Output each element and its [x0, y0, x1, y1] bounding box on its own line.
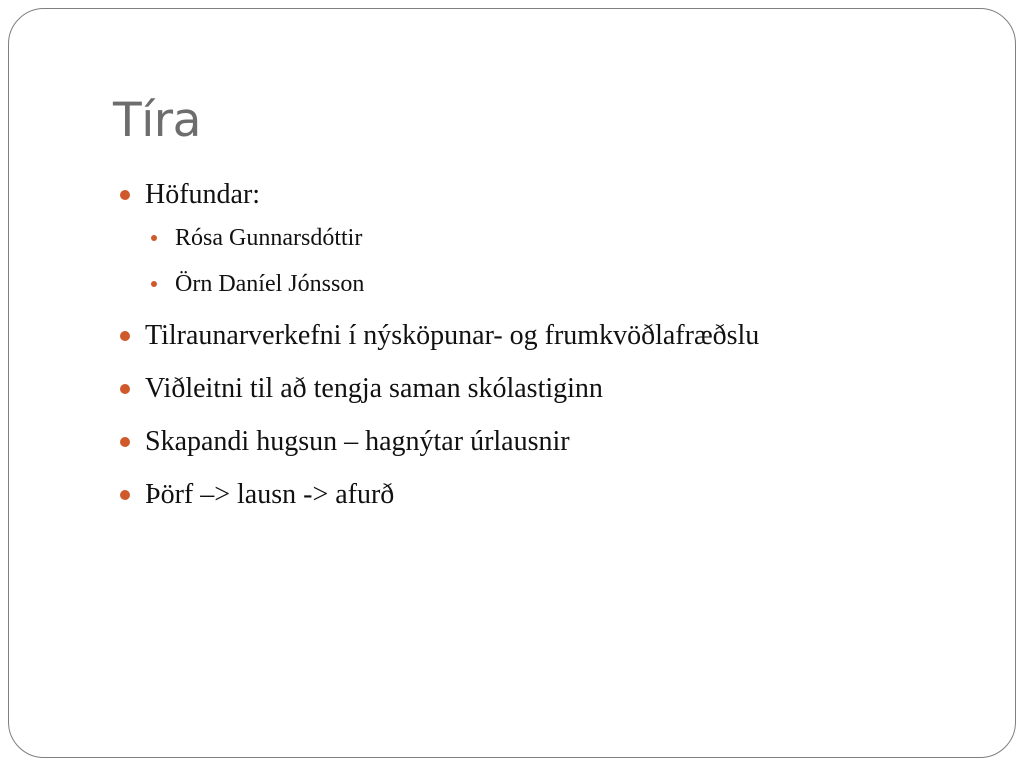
- bullet-item: [113, 369, 993, 409]
- bullet-text: Viðleitni til að tengja saman skólastiginn: [145, 373, 603, 404]
- bullet-dot-icon: [120, 490, 130, 500]
- sub-bullet-item: [145, 265, 993, 303]
- bullet-text: Skapandi hugsun – hagnýtar úrlausnir: [145, 426, 570, 457]
- slide-title: Tíra: [113, 93, 201, 148]
- sub-bullet-dot-icon: [151, 281, 157, 287]
- bullet-dot-icon: [120, 384, 130, 394]
- bullet-dot-icon: [120, 190, 130, 200]
- bullet-item: [113, 175, 993, 303]
- bullet-item: [113, 475, 993, 515]
- sub-bullet-dot-icon: [151, 235, 157, 241]
- bullet-dot-icon: [120, 437, 130, 447]
- bullet-item: [113, 422, 993, 462]
- sub-bullet-list: [145, 219, 993, 303]
- slide: [8, 8, 1016, 758]
- bullet-dot-icon: [120, 331, 130, 341]
- bullet-text: Tilraunarverkefni í nýsköpunar- og frumkvöðlafræðslu: [145, 320, 760, 351]
- sub-bullet-text: Rósa Gunnarsdóttir: [175, 225, 363, 251]
- bullet-text: Höfundar:: [145, 179, 261, 210]
- bullet-text: Þörf –> lausn -> afurð: [145, 479, 395, 510]
- bullet-list: [113, 175, 993, 528]
- sub-bullet-text: Örn Daníel Jónsson: [175, 271, 365, 297]
- sub-bullet-item: [145, 219, 993, 257]
- bullet-item: [113, 316, 993, 356]
